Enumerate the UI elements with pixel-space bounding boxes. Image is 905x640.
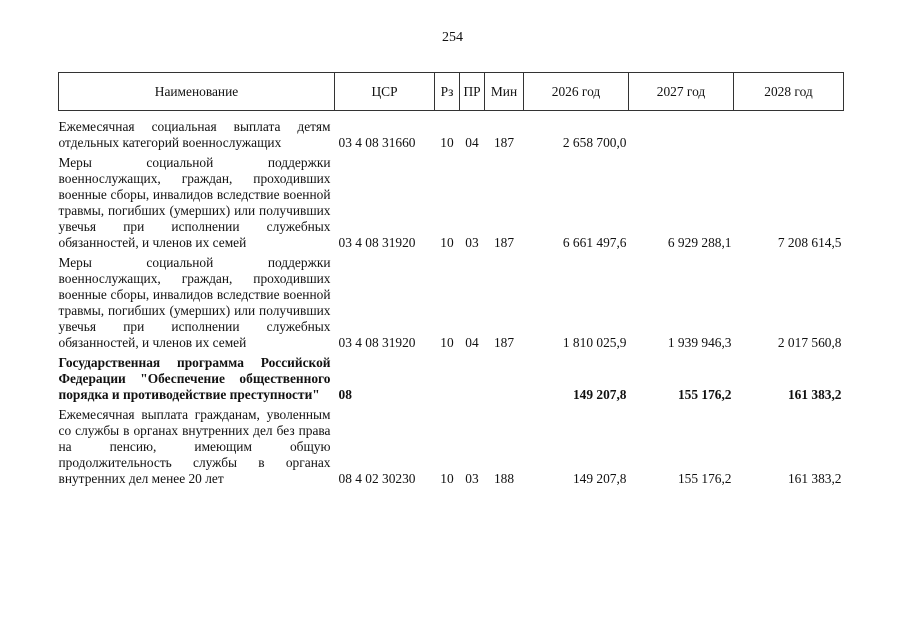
row-2028 (734, 111, 844, 156)
row-2028: 161 383,2 (787, 387, 842, 402)
header-2027: 2027 год (629, 73, 734, 111)
row-name: Ежемесячная выплата гражданам, уволенным со службы в органах внутренних дел без права на пенсию, имеющим общую продолжительность службы в органах внутренних дел менее 20 лет (58, 407, 331, 486)
row-name: Ежемесячная социальная выплата детям отдельных категорий военнослужащих (58, 119, 331, 150)
row-rz: 10 (440, 235, 454, 250)
row-2027: 6 929 288,1 (667, 235, 732, 250)
table-row (59, 155, 844, 255)
header-min: Мин (485, 73, 524, 111)
row-2026: 1 810 025,9 (562, 335, 627, 350)
table-row-program (59, 355, 844, 407)
row-pr (460, 355, 485, 407)
row-2028: 161 383,2 (787, 471, 842, 486)
table-row (59, 111, 844, 156)
page-number: 254 (442, 30, 463, 45)
row-rz (435, 355, 460, 407)
row-2026: 2 658 700,0 (562, 135, 627, 150)
row-2026: 6 661 497,6 (562, 235, 627, 250)
row-min: 187 (493, 235, 515, 250)
table-header (59, 73, 844, 111)
row-2028: 7 208 614,5 (777, 235, 842, 250)
row-name: Государственная программа Российской Федерации "Обеспечение общественного порядка и противодействие преступности" (58, 355, 331, 402)
header-name: Наименование (59, 73, 335, 111)
table-row (59, 255, 844, 355)
row-2026: 149 207,8 (572, 471, 627, 486)
table-row (59, 407, 844, 491)
header-csr: ЦСР (335, 73, 435, 111)
row-csr: 03 4 08 31660 (338, 135, 416, 150)
row-min (485, 355, 524, 407)
row-pr: 04 (465, 335, 479, 350)
row-csr: 03 4 08 31920 (338, 335, 416, 350)
row-2027: 155 176,2 (677, 471, 732, 486)
row-pr: 03 (465, 471, 479, 486)
budget-table (58, 72, 844, 491)
header-pr: ПР (460, 73, 485, 111)
row-pr: 04 (465, 135, 479, 150)
row-2027 (629, 111, 734, 156)
row-rz: 10 (440, 335, 454, 350)
row-name: Меры социальной поддержки военнослужащих, граждан, проходивших военные сборы, инвалидов вследствие военной травмы, погибших (умерших) или получивших увечья при исполнении служебных обязанностей, и членов их семей (58, 255, 331, 350)
row-2028: 2 017 560,8 (777, 335, 842, 350)
row-csr: 03 4 08 31920 (338, 235, 416, 250)
header-2028: 2028 год (734, 73, 844, 111)
row-rz: 10 (440, 471, 454, 486)
header-2026: 2026 год (524, 73, 629, 111)
row-name: Меры социальной поддержки военнослужащих, граждан, проходивших военные сборы, инвалидов вследствие военной травмы, погибших (умерших) или получивших увечья при исполнении служебных обязанностей, и членов их семей (58, 155, 331, 250)
row-2027: 1 939 946,3 (667, 335, 732, 350)
row-min: 187 (493, 135, 515, 150)
header-rz: Рз (435, 73, 460, 111)
row-2026: 149 207,8 (572, 387, 627, 402)
row-min: 188 (493, 471, 515, 486)
row-csr: 08 4 02 30230 (338, 471, 416, 486)
row-pr: 03 (465, 235, 479, 250)
row-2027: 155 176,2 (677, 387, 732, 402)
row-min: 187 (493, 335, 515, 350)
row-rz: 10 (440, 135, 454, 150)
row-csr: 08 (338, 387, 352, 402)
